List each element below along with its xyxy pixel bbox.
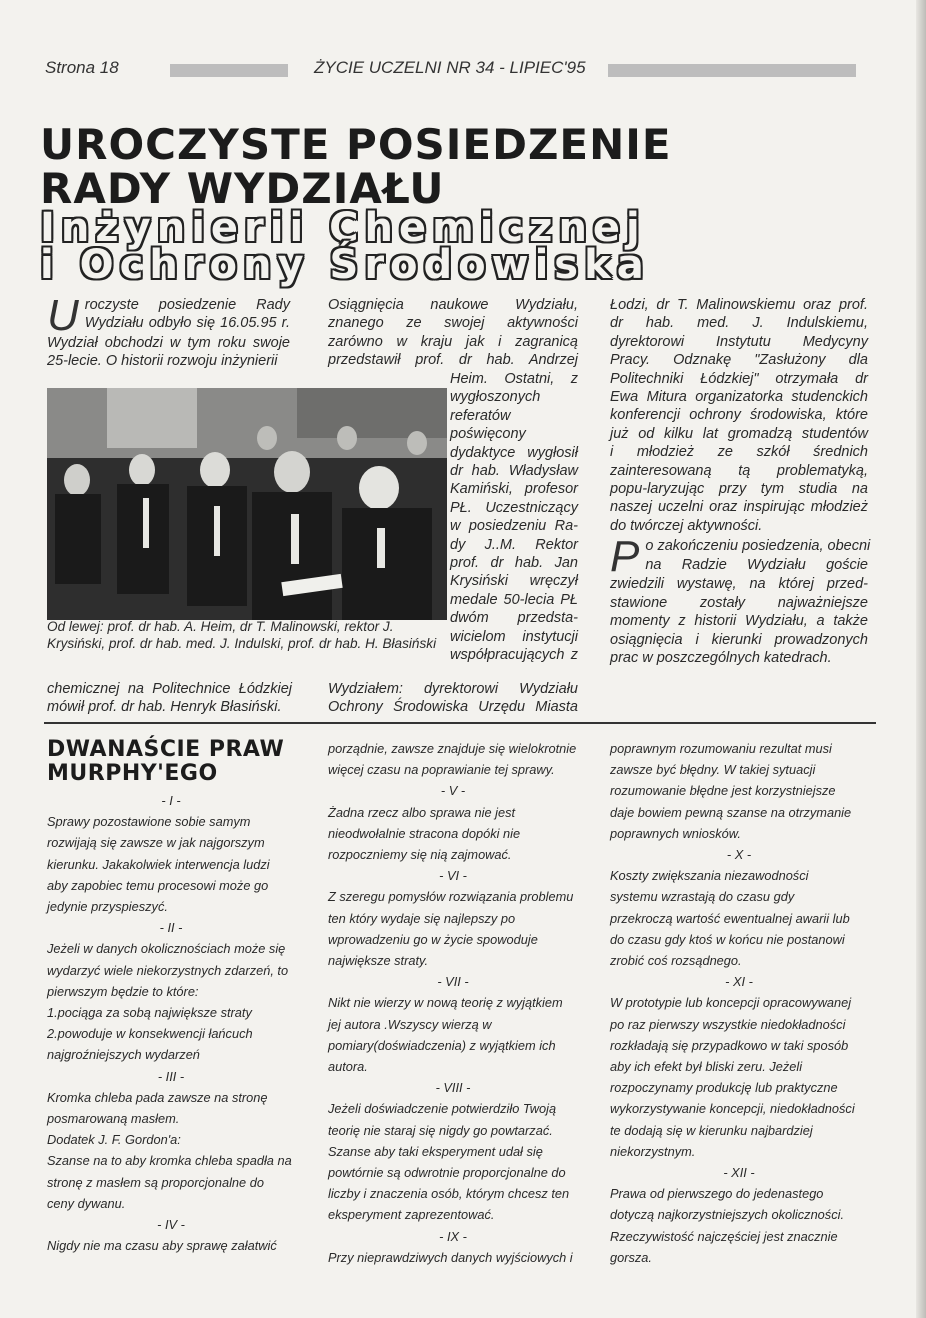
text-line: 1.pociąga za sobą największe straty: [47, 1005, 252, 1021]
law-number: - VIII -: [435, 1080, 471, 1096]
text-line: znanego ze swojej aktywności: [328, 315, 578, 332]
text-line: te dodają się w kierunku najbardziej: [610, 1122, 813, 1138]
text-line: w posiedzeniu Ra-: [450, 518, 578, 535]
law-number: - III -: [157, 1068, 185, 1084]
text-line: poprawnym rozumowaniu rezultat musi: [610, 741, 832, 756]
text-line: Nikt nie wierzy w nową teorię z wyjątkiem: [328, 995, 563, 1011]
text-line: Ochrony Środowiska Urzędu Miasta: [328, 699, 578, 716]
article-col-1-continued: [47, 680, 292, 717]
text-line: jej autora .Wszyscy wierzą w: [328, 1016, 492, 1032]
section-divider: [44, 722, 876, 724]
text-line: wydarzyć wiele niekorzystnych zdarzeń, to: [47, 962, 289, 978]
text-line: i młodzież ze szkół średnich: [610, 444, 868, 461]
text-line: wicielom instytucji: [450, 628, 578, 645]
bleed-through-text: [790, 100, 804, 144]
text-line: rozumowanie błędne jest korzystniejsze: [610, 783, 836, 799]
law-number: - XII -: [723, 1165, 755, 1181]
text-line: przedstawił prof. dr hab. Andrzej: [328, 352, 578, 369]
drop-cap: U: [47, 291, 79, 340]
text-line: na Radzie Wydziału goście: [645, 556, 868, 573]
text-line: Z szeregu pomysłów rozwiązania problemu: [328, 889, 574, 905]
murphy-col-2: [328, 738, 578, 1268]
text-line: pomiary(doświadczenia) z wyjątkiem ich: [328, 1037, 556, 1053]
text-line: nieodwołalnie stracona dopóki nie: [328, 825, 521, 841]
text-line: systemu wzrastają do czasu gdy: [610, 889, 795, 905]
text-line: rozwijają się zawsze w jak najgorszym: [47, 835, 265, 851]
text-line: Szanse na to aby kromka chleba spadła na: [47, 1153, 292, 1169]
text-line: gorsza.: [610, 1249, 652, 1265]
text-line: naszej uczelni oraz inspirując młodzież: [610, 499, 868, 516]
text-line: rozpoczynamy produkcję lub praktyczne: [610, 1080, 838, 1096]
text-line: dotyczą najkorzystniejszych okoliczności.: [610, 1207, 844, 1223]
text-line: więcej czasu na poprawianie tej sprawy.: [328, 762, 555, 778]
text-line: Pracy. Odznakę "Zasłużony dla: [610, 352, 868, 369]
text-line: dy J..M. Rektor: [450, 536, 578, 553]
murphy-col-3: [610, 738, 868, 1268]
law-number: - X -: [726, 847, 752, 863]
text-line: Wydziału odbyło się 16.05.95 r.: [84, 315, 290, 332]
text-line: Nigdy nie ma czasu aby sprawę załatwić: [47, 1238, 277, 1254]
drop-cap: P: [610, 532, 640, 582]
article-col-3: [610, 296, 871, 667]
text-line: kierunku. Jakakolwiek interwencja ludzi: [47, 856, 270, 872]
photo-caption: Od lewej: prof. dr hab. A. Heim, dr T. Malinowski, rektor J. Krysiński, prof. dr hab. med. J. Indulski, prof. dr hab. H. Błasiński: [47, 619, 437, 651]
law-number: - XI -: [725, 974, 753, 990]
text-line: ceny dywanu.: [47, 1195, 126, 1211]
law-number: - VI -: [439, 868, 467, 884]
text-line: osiągnięcia i kierunki prowadzonych: [610, 631, 868, 648]
text-line: Żadna rzecz albo sprawa nie jest: [328, 804, 516, 820]
text-line: 2.powoduje w konsekwencji łańcuch: [47, 1026, 253, 1042]
text-line: 25-lecie. O historii rozwoju inżynierii: [47, 353, 278, 370]
text-line: medale 50-lecia PŁ: [450, 591, 578, 608]
headline-line-2: RADY WYDZIAŁU: [40, 164, 445, 213]
text-line: współpracujących z: [450, 647, 578, 664]
text-line: Przy nieprawdziwych danych wyjściowych i: [328, 1249, 573, 1265]
text-line: Dodatek J. F. Gordon'a:: [47, 1132, 181, 1148]
text-line: Osiągnięcia naukowe Wydziału,: [328, 297, 578, 313]
text-line: Szanse aby taki eksperyment udał się: [328, 1143, 543, 1159]
text-line: Ewa Mitura organizatorka studenckich: [610, 389, 868, 406]
text-line: ten który wydaje się najlepszy po: [328, 910, 516, 926]
text-line: zrobić coś rozsądnego.: [610, 953, 742, 969]
text-line: roczyste posiedzenie Rady: [84, 297, 290, 313]
text-line: rozkładają się przypadkowo w taki sposób: [610, 1037, 849, 1053]
text-line: Kromka chleba pada zawsze na stronę: [47, 1089, 268, 1105]
photo-illustration: [47, 388, 447, 620]
text-line: Sprawy pozostawione sobie samym: [47, 814, 251, 830]
law-number: - IX -: [439, 1228, 467, 1244]
text-line: Krysiński wręczył: [450, 573, 578, 590]
text-line: Koszty zwiększania niezawodności: [610, 868, 809, 884]
text-line: Kamiński, profesor: [450, 481, 578, 498]
event-photo: [47, 388, 447, 620]
text-line: konferencji ochrony środowiska, które: [610, 407, 868, 424]
murphy-title-line-1: DWANAŚCIE PRAW: [47, 737, 285, 762]
text-line: chemicznej na Politechnice Łódzkiej: [47, 681, 292, 697]
text-line: zawsze być błędny. W takiej sytuacji: [610, 762, 816, 778]
text-line: niekorzystnym.: [610, 1143, 696, 1159]
text-line: prac w poszczególnych katedrach.: [610, 649, 832, 666]
text-line: do czasu gdy ktoś w końcu nie postanowi: [610, 931, 845, 947]
text-line: prof. dr hab. Jan: [450, 555, 578, 572]
text-line: zwiedzili wystawę, na której przed-: [610, 576, 868, 593]
text-line: o zakończeniu posiedzenia, obecni: [645, 538, 871, 555]
text-line: największe straty.: [328, 953, 429, 969]
murphy-title: [47, 738, 284, 786]
header-bar-right: [608, 64, 856, 77]
law-number: - II -: [159, 920, 183, 936]
text-line: stronę z masłem są proporcjonalne do: [47, 1174, 264, 1190]
article-col-2: [328, 296, 578, 370]
text-line: zarówno w kraju jak i zagranicą: [328, 333, 578, 350]
text-line: przekroczą wartość ewentualnej awarii lub: [610, 910, 850, 926]
text-line: liczby i znaczenia osób, którym chcesz ten: [328, 1186, 570, 1202]
page-edge-shadow: [916, 0, 926, 1318]
headline-line-4: i Ochrony Środowiska: [40, 242, 650, 288]
text-line: Łodzi, dr T. Malinowskiemu oraz prof.: [610, 297, 868, 313]
text-line: dr hab. med. J. Indulskiemu,: [610, 315, 868, 332]
text-line: PŁ. Uczestniczący: [450, 499, 578, 516]
publication-title: ŻYCIE UCZELNI NR 34 - LIPIEC'95: [314, 58, 586, 77]
text-line: zainteresowaną tą problematyką,: [610, 462, 868, 479]
headline-line-3: Inżynierii Chemicznej: [40, 205, 646, 251]
murphy-col-1: [47, 790, 295, 1256]
page-number: Strona 18: [45, 58, 119, 77]
text-line: Jeżeli w danych okolicznościach może się: [47, 941, 286, 957]
text-line: Prawa od pierwszego do jedenastego: [610, 1186, 824, 1202]
text-line: poświęcony: [450, 426, 526, 443]
text-line: referatów: [450, 407, 511, 424]
article-col-2-narrow: [450, 370, 578, 665]
text-line: posmarowaną masłem.: [47, 1111, 180, 1127]
text-line: Wydział obchodzi w tym roku swoje: [47, 335, 290, 351]
text-line: aby zapobiec temu procesowi może go: [47, 877, 269, 893]
text-line: dydaktyce wygłosił: [450, 444, 578, 461]
text-line: wprowadzeniu go w życie spowoduje: [328, 931, 538, 947]
text-line: momenty z historii Wydziału, a także: [610, 613, 868, 630]
headline-line-1: UROCZYSTE POSIEDZENIE: [40, 120, 672, 169]
law-number: - V -: [440, 783, 466, 799]
text-line: powtórnie są odwrotnie proporcjonalne do: [328, 1165, 566, 1181]
text-line: najgroźniejszych wydarzeń: [47, 1047, 200, 1063]
text-line: popu-laryzując przy tym studia na: [610, 481, 868, 498]
text-line: poprawnych wniosków.: [610, 825, 741, 841]
text-line: dyrektorowi Instytutu Medycyny: [610, 333, 868, 350]
text-line: do twórczej aktywności.: [610, 517, 763, 534]
law-number: - VII -: [437, 974, 469, 990]
text-line: Wydziałem: dyrektorowi Wydziału: [328, 681, 578, 697]
text-line: po raz pierwszy wszystkie niedokładności: [610, 1016, 846, 1032]
text-line: dr hab. Władysław: [450, 463, 578, 480]
text-line: daje bowiem pewną szanse na otrzymanie: [610, 804, 852, 820]
text-line: autora.: [328, 1059, 368, 1075]
article-col-2-bottom: [328, 680, 578, 717]
text-line: stawione zostały najważniejsze: [610, 594, 868, 611]
text-line: teorię nie staraj się nigdy go powtarzać.: [328, 1122, 553, 1138]
text-line: aby ich efekt był bliski zeru. Jeżeli: [610, 1059, 803, 1075]
text-line: Heim. Ostatni, z: [450, 371, 578, 387]
law-number: - I -: [161, 793, 181, 808]
text-line: porządnie, zawsze znajduje się wielokrotnie: [328, 741, 577, 756]
text-line: wykorzystywanie koncepcji, niedokładności: [610, 1101, 855, 1117]
text-line: Rzeczywistość najczęściej jest znacznie: [610, 1228, 838, 1244]
text-line: eksperyment zaprezentować.: [328, 1207, 495, 1223]
text-line: wygłoszonych: [450, 389, 541, 406]
header-bar-left: [170, 64, 288, 77]
text-line: jedynie przyspieszyć.: [47, 899, 168, 915]
text-line: dwóm przedsta-: [450, 610, 578, 627]
murphy-title-line-2: MURPHY'EGO: [47, 761, 218, 786]
text-line: mówił prof. dr hab. Henryk Błasiński.: [47, 699, 282, 716]
text-line: pierwszym będzie to które:: [47, 983, 199, 999]
text-line: już od kilku lat gromadzą studentów: [610, 425, 868, 442]
law-number: - IV -: [157, 1217, 185, 1233]
article-col-1: [47, 291, 290, 371]
text-line: rozpoczniemy się nią zajmować.: [328, 847, 512, 863]
text-line: Jeżeli doświadczenie potwierdziło Twoją: [328, 1101, 557, 1117]
text-line: Politechniki Łódzkiej" otrzymała dr: [610, 370, 868, 387]
text-line: W prototypie lub koncepcji opracowywanej: [610, 995, 852, 1011]
